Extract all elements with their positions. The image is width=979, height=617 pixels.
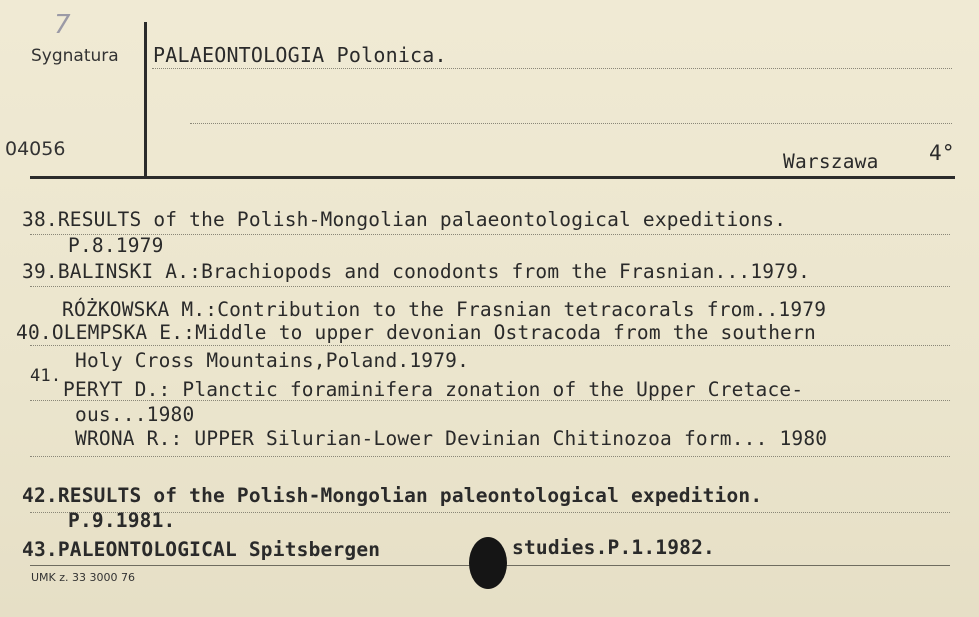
entry-number: 41. [30,366,62,386]
entry-line [62,298,826,321]
header-horizontal-rule [30,176,955,179]
punch-hole [469,537,507,589]
entry-number: 40. [16,321,52,344]
entry-text: PALEONTOLOGICAL Spitsbergen [57,538,381,561]
publication-place: Warszawa [783,150,879,173]
entry-line [22,484,762,507]
entry-text: WRONA R.: UPPER Silurian-Lower Devinian Chitinozoa form... 1980 [75,427,828,450]
dotted-line [30,456,950,457]
entry-line [512,536,715,559]
entry-line [22,208,786,231]
entry-text: PERYT D.: Planctic foraminifera zonation of the Upper Cretace- [63,378,804,401]
entry-text: P.8.1979 [68,234,164,257]
entry-text: Holy Cross Mountains,Poland.1979. [75,349,470,372]
entry-text: P.9.1981. [68,509,176,532]
corner-pencil-mark: 7 [54,10,71,40]
entry-text: RESULTS of the Polish-Mongolian palaeontological expeditions. [57,208,787,231]
card-title: PALAEONTOLOGIA Polonica. [153,43,447,67]
entry-text: ous...1980 [75,403,195,426]
call-number: 04056 [5,138,66,160]
entry-number: 39. [22,260,58,283]
entry-line [75,403,194,426]
entry-number: 43. [22,538,58,561]
entry-number: 38. [22,208,58,231]
printer-mark: UMK z. 33 3000 76 [31,571,136,584]
entry-line [75,349,469,372]
entry-text: RÓŻKOWSKA M.:Contribution to the Frasnian tetracorals from..1979 [62,298,827,321]
dotted-line [30,286,950,287]
dotted-line [190,123,952,124]
entry-text: studies.P.1.1982. [512,536,715,559]
entry-number: 42. [22,484,58,507]
entry-text: OLEMPSKA E.:Middle to upper devonian Ostracoda from the southern [51,321,816,344]
entry-line [68,509,175,532]
publication-format: 4° [929,141,955,165]
entry-line [16,321,816,344]
dotted-line [30,234,950,235]
entry-text: BALINSKI A.:Brachiopods and conodonts from the Frasnian...1979. [57,260,811,283]
dotted-line [30,345,950,346]
header-vertical-rule [144,22,147,178]
entry-line [22,538,380,561]
dotted-line [152,68,952,69]
dotted-line [30,400,950,401]
entry-line [63,378,803,401]
entry-line [75,427,827,450]
entry-line [22,260,810,283]
entry-text: RESULTS of the Polish-Mongolian paleontological expedition. [57,484,763,507]
entry-line [68,234,164,257]
signature-label: Sygnatura [31,46,119,66]
